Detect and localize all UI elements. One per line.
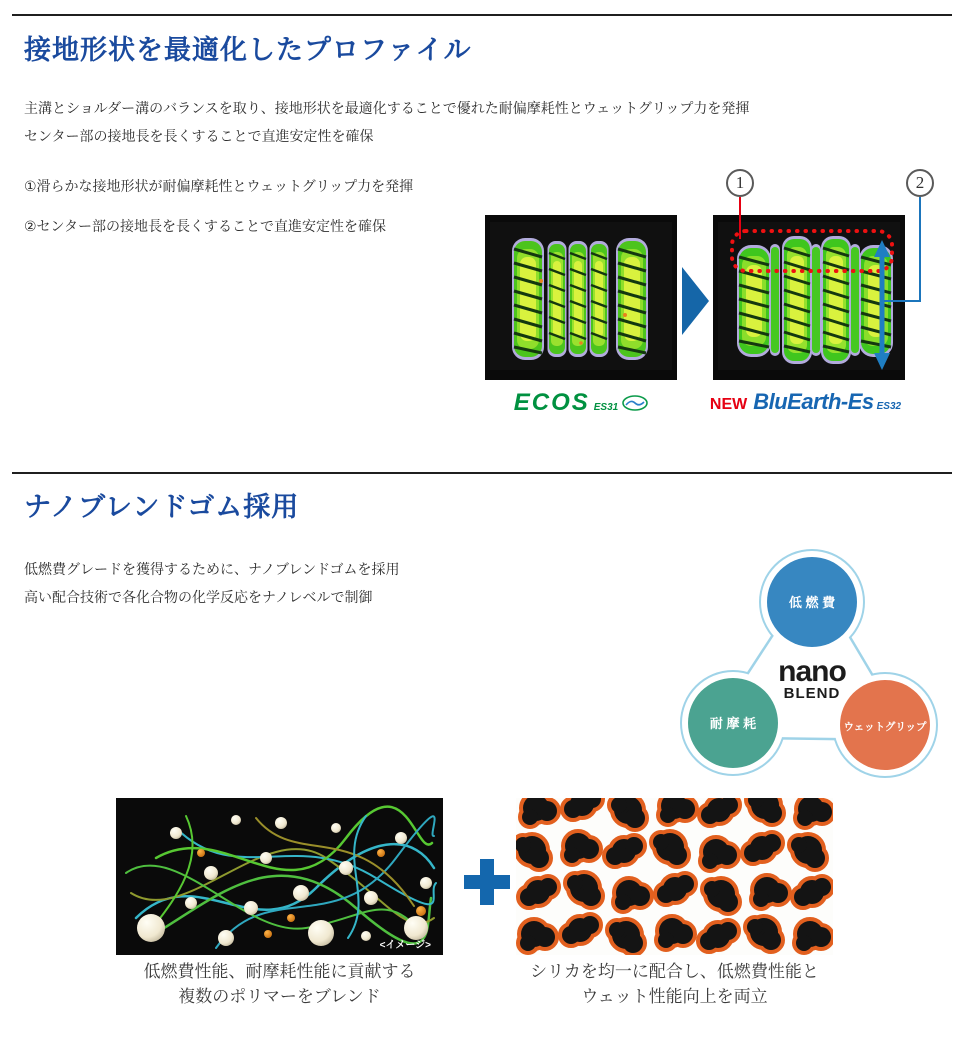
image-note-label: <イメージ> bbox=[379, 940, 431, 951]
ecos-contact-patch-image bbox=[485, 215, 677, 380]
polymer-blend-image bbox=[116, 798, 443, 955]
ecos-model-label: ES31 bbox=[593, 402, 619, 413]
callout-2-line-horizontal bbox=[884, 300, 921, 302]
wet-grip-label: ウェットグリップ bbox=[843, 721, 927, 733]
section1-paragraph bbox=[24, 94, 749, 150]
new-label: NEW bbox=[709, 396, 748, 413]
bluearth-name-label: BluEarth-Es bbox=[753, 389, 874, 414]
silica-dispersion-image bbox=[516, 798, 833, 955]
section1-paragraph-line2: センター部の接地長を長くすることで直進安定性を確保 bbox=[24, 128, 374, 144]
fuel-economy-label: 低 燃 費 bbox=[788, 595, 836, 610]
polymer-caption-line1: 低燃費性能、耐摩耗性能に貢献する bbox=[143, 962, 416, 981]
callout-1-badge: 1 bbox=[726, 169, 754, 197]
ecos-name-label: ECOS bbox=[513, 389, 590, 416]
polymer-caption bbox=[116, 959, 443, 1009]
section1-point-1: ①滑らかな接地形状が耐偏摩耗性とウェットグリップ力を発揮 bbox=[24, 178, 414, 194]
ecos-logo bbox=[485, 389, 677, 417]
bluearth-logo bbox=[698, 389, 913, 415]
section2-paragraph bbox=[24, 555, 400, 611]
bluearth-model-label: ES32 bbox=[876, 401, 902, 412]
section2-title: ナノブレンドゴム採用 bbox=[24, 492, 300, 522]
section1-point-2: ②センター部の接地長を長くすることで直進安定性を確保 bbox=[24, 218, 386, 234]
nano-blend-diagram bbox=[678, 545, 940, 780]
section2-paragraph-line2: 高い配合技術で各化合物の化学反応をナノレベルで制御 bbox=[24, 589, 373, 605]
bluearth-contact-patch-image bbox=[713, 215, 905, 380]
section2-divider bbox=[12, 472, 952, 474]
silica-caption-line2: ウェット性能向上を両立 bbox=[581, 987, 768, 1006]
eco-mark-icon bbox=[622, 395, 648, 411]
section1-paragraph-line1: 主溝とショルダー溝のバランスを取り、接地形状を最適化することで優れた耐偏摩耗性とウェットグリップ力を発揮 bbox=[24, 100, 750, 116]
silica-caption-line1: シリカを均一に配合し、低燃費性能と bbox=[530, 962, 819, 981]
blend-label: BLEND bbox=[783, 685, 841, 702]
nano-label: nano bbox=[778, 655, 846, 688]
section1-divider bbox=[12, 14, 952, 16]
polymer-caption-line2: 複数のポリマーをブレンド bbox=[178, 987, 381, 1006]
wear-resistance-label: 耐 摩 耗 bbox=[709, 716, 757, 731]
section2-paragraph-line1: 低燃費グレードを獲得するために、ナノブレンドゴムを採用 bbox=[24, 561, 400, 577]
callout-2-badge: 2 bbox=[906, 169, 934, 197]
callout-1-line bbox=[739, 197, 741, 239]
callout-2-line-vertical bbox=[919, 197, 921, 302]
plus-icon bbox=[464, 859, 510, 905]
section1-title: 接地形状を最適化したプロファイル bbox=[24, 35, 472, 65]
silica-caption bbox=[511, 959, 838, 1009]
arrow-right-icon bbox=[682, 267, 709, 335]
